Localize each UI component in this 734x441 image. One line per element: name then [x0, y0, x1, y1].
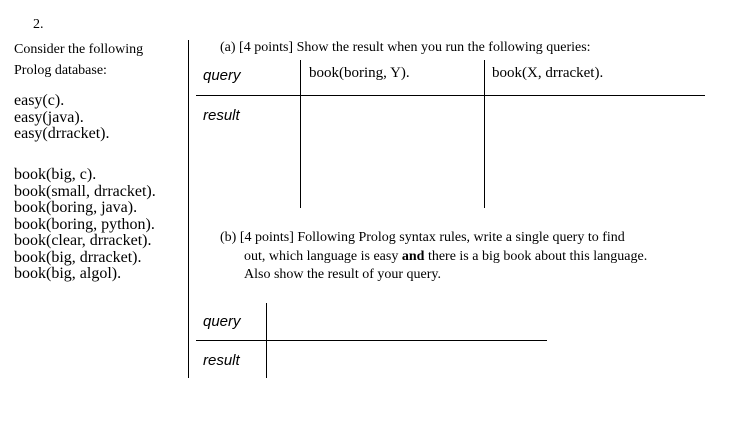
book-fact: book(small, drracket). [14, 182, 156, 200]
book-fact: book(clear, drracket). [14, 232, 152, 249]
book-fact: book(big, c). [14, 166, 97, 183]
part-b-result-label: result [203, 352, 240, 369]
easy-fact: easy(drracket). [14, 125, 110, 142]
part-a-table-divider-2 [484, 60, 485, 208]
book-fact: book(boring, java). [14, 199, 138, 216]
part-b-line-3: Also show the result of your query. [244, 267, 442, 282]
part-b-query-label: query [203, 313, 241, 330]
part-b-line-2 [220, 248, 647, 267]
part-b-line-2-post: there is a big book about this language. [424, 248, 648, 264]
part-b-line-1: (b) [4 points] Following Prolog syntax rules, write a single query to find [220, 230, 625, 245]
part-a-prompt: (a) [4 points] Show the result when you run the following queries: [220, 40, 591, 55]
part-a-query-1: book(boring, Y). [309, 65, 410, 81]
book-fact: book(boring, python). [14, 215, 155, 233]
part-b-line-2-pre: out, which language is easy [244, 248, 402, 264]
easy-facts-list [14, 93, 110, 143]
part-b-emphasis-and: and [401, 248, 425, 264]
intro-line-2: Prolog database: [14, 63, 107, 78]
question-intro [14, 39, 143, 81]
part-b-table-row-divider [196, 340, 547, 341]
book-facts-list [14, 167, 156, 283]
part-a-table-divider-1 [300, 60, 301, 208]
book-fact: book(big, drracket). [14, 248, 142, 266]
part-a-query-2: book(X, drracket). [492, 65, 604, 81]
part-a-query-label: query [203, 67, 241, 84]
book-fact: book(big, algol). [14, 265, 122, 282]
column-divider [188, 40, 189, 378]
part-a-result-label: result [203, 107, 240, 124]
part-a-table-row-divider [196, 95, 705, 96]
easy-fact: easy(c). [14, 92, 65, 109]
question-number: 2. [33, 17, 44, 32]
easy-fact: easy(java). [14, 108, 84, 126]
intro-line-1: Consider the following [14, 42, 144, 57]
part-b-prompt [220, 229, 647, 285]
